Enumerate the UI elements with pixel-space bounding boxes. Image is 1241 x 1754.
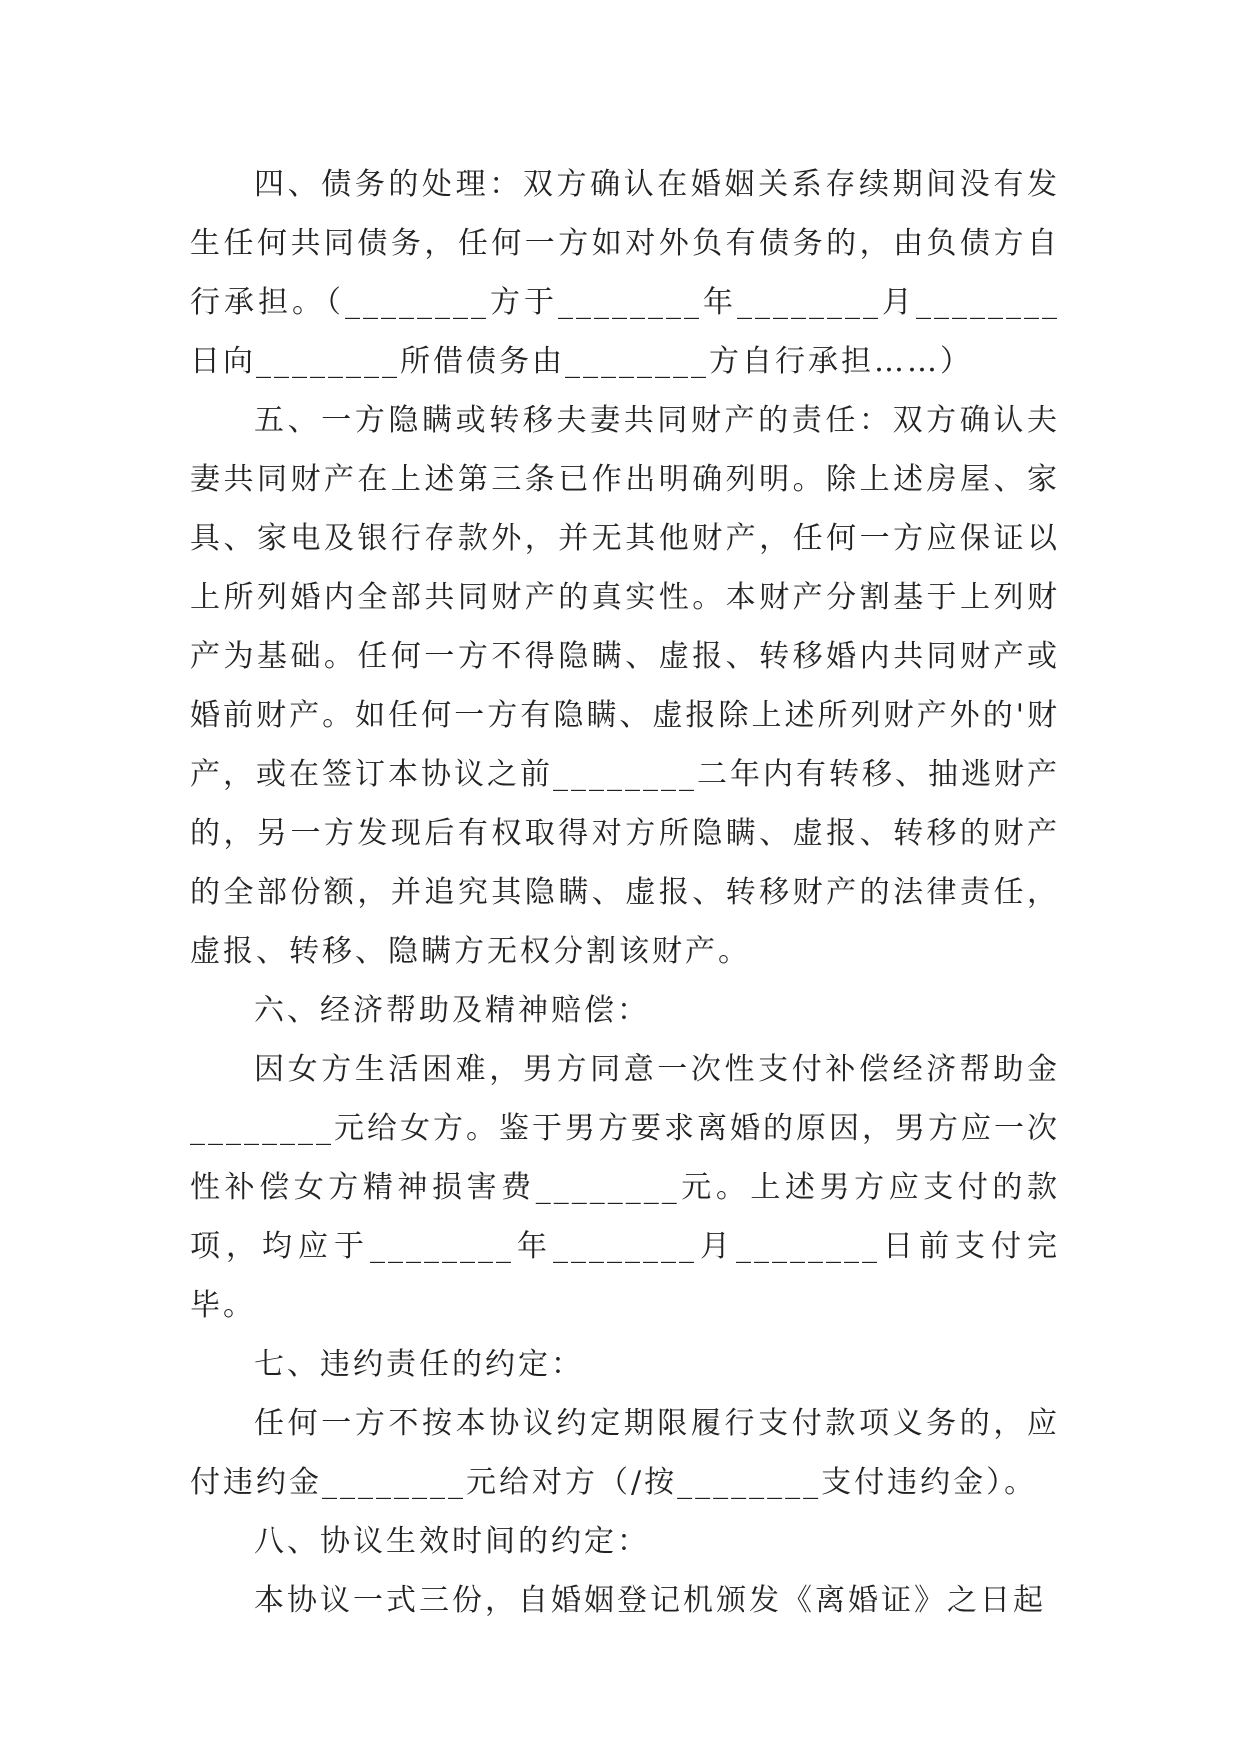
clause-seven-body: 任何一方不按本协议约定期限履行支付款项义务的，应付违约金________元给对方（/按________支付违约金）。 [190, 1406, 1060, 1500]
clause-four-debts: 四、债务的处理：双方确认在婚姻关系存续期间没有发生任何共同债务，任何一方如对外负有债务的，由负债方自行承担。（________方于________年________月________日向________所借债务由________方自行承担……） [190, 167, 1060, 379]
clause-six-body: 因女方生活困难，男方同意一次性支付补偿经济帮助金________元给女方。鉴于男方要求离婚的原因，男方应一次性补偿女方精神损害费________元。上述男方应支付的款项，均应于________年________月________日前支付完毕。 [190, 1052, 1060, 1323]
clause-seven-heading: 七、违约责任的约定： [254, 1347, 584, 1382]
document-body [190, 155, 1060, 1630]
clause-eight-body: 本协议一式三份，自婚姻登记机颁发《离婚证》之日起 [254, 1583, 1046, 1618]
clause-six-heading: 六、经济帮助及精神赔偿： [254, 993, 650, 1028]
clause-eight-heading: 八、协议生效时间的约定： [254, 1524, 650, 1559]
clause-five-concealed-property: 五、一方隐瞒或转移夫妻共同财产的责任：双方确认夫妻共同财产在上述第三条已作出明确列明。除上述房屋、家具、家电及银行存款外，并无其他财产，任何一方应保证以上所列婚内全部共同财产的真实性。本财产分割基于上列财产为基础。任何一方不得隐瞒、虚报、转移婚内共同财产或婚前财产。如任何一方有隐瞒、虚报除上述所列财产外的'财产，或在签订本协议之前________二年内有转移、抽逃财产的，另一方发现后有权取得对方所隐瞒、虚报、转移的财产的全部份额，并追究其隐瞒、虚报、转移财产的法律责任，虚报、转移、隐瞒方无权分割该财产。 [190, 403, 1060, 969]
